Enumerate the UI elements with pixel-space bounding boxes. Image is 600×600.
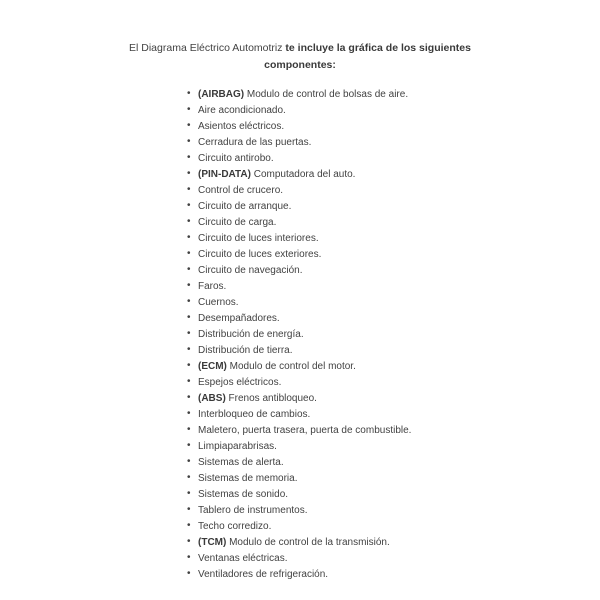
component-text: Sistemas de alerta. bbox=[198, 457, 284, 468]
component-text: Faros. bbox=[198, 281, 227, 292]
list-item bbox=[186, 551, 600, 567]
bullet-icon: • bbox=[187, 568, 191, 579]
bullet-icon: • bbox=[187, 136, 191, 147]
list-item bbox=[186, 215, 600, 231]
component-text: Sistemas de sonido. bbox=[198, 489, 289, 500]
list-item bbox=[186, 167, 600, 183]
list-item bbox=[186, 439, 600, 455]
component-text: Frenos antibloqueo. bbox=[225, 393, 317, 404]
component-code: (TCM) bbox=[198, 537, 227, 548]
component-text: Techo corredizo. bbox=[198, 521, 272, 532]
bullet-icon: • bbox=[187, 120, 191, 131]
component-text: Cerradura de las puertas. bbox=[198, 137, 312, 148]
list-item bbox=[186, 263, 600, 279]
component-code: (ABS) bbox=[198, 393, 226, 404]
list-item bbox=[186, 519, 600, 535]
bullet-icon: • bbox=[187, 216, 191, 227]
list-item bbox=[186, 151, 600, 167]
list-item bbox=[186, 103, 600, 119]
component-text: Modulo de control del motor. bbox=[226, 361, 356, 372]
list-item bbox=[186, 359, 600, 375]
list-item bbox=[186, 199, 600, 215]
bullet-icon: • bbox=[187, 440, 191, 451]
component-text: Circuito antirobo. bbox=[198, 153, 274, 164]
list-item bbox=[186, 375, 600, 391]
component-text: Asientos eléctricos. bbox=[198, 121, 285, 132]
bullet-icon: • bbox=[187, 472, 191, 483]
list-item bbox=[186, 135, 600, 151]
title-line-2: componentes: bbox=[264, 59, 336, 71]
bullet-icon: • bbox=[187, 152, 191, 163]
list-item bbox=[186, 295, 600, 311]
list-item bbox=[186, 407, 600, 423]
bullet-icon: • bbox=[187, 504, 191, 515]
title-normal-text: El Diagrama Eléctrico Automotriz bbox=[129, 42, 286, 54]
component-text: Interbloqueo de cambios. bbox=[198, 409, 311, 420]
list-item bbox=[186, 247, 600, 263]
bullet-icon: • bbox=[187, 168, 191, 179]
bullet-icon: • bbox=[187, 104, 191, 115]
component-text: Distribución de energía. bbox=[198, 329, 304, 340]
component-text: Ventanas eléctricas. bbox=[198, 553, 288, 564]
title-line-1 bbox=[0, 40, 600, 57]
bullet-icon: • bbox=[187, 200, 191, 211]
title-bold-text-1: te incluye la gráfica de los siguientes bbox=[285, 42, 471, 54]
bullet-icon: • bbox=[187, 360, 191, 371]
page-title bbox=[0, 0, 600, 74]
bullet-icon: • bbox=[187, 408, 191, 419]
bullet-icon: • bbox=[187, 424, 191, 435]
bullet-icon: • bbox=[187, 520, 191, 531]
bullet-icon: • bbox=[187, 296, 191, 307]
list-item bbox=[186, 87, 600, 103]
bullet-icon: • bbox=[187, 488, 191, 499]
list-item bbox=[186, 119, 600, 135]
list-item bbox=[186, 279, 600, 295]
component-code: (PIN-DATA) bbox=[198, 169, 251, 180]
component-text: Tablero de instrumentos. bbox=[198, 505, 308, 516]
component-text: Circuito de luces interiores. bbox=[198, 233, 319, 244]
component-text: Circuito de navegación. bbox=[198, 265, 303, 276]
list-item bbox=[186, 183, 600, 199]
components-list bbox=[186, 87, 600, 583]
bullet-icon: • bbox=[187, 248, 191, 259]
list-item bbox=[186, 535, 600, 551]
component-code: (AIRBAG) bbox=[198, 89, 245, 100]
list-item bbox=[186, 231, 600, 247]
bullet-icon: • bbox=[187, 456, 191, 467]
list-item bbox=[186, 455, 600, 471]
bullet-icon: • bbox=[187, 232, 191, 243]
list-item bbox=[186, 327, 600, 343]
list-item bbox=[186, 567, 600, 583]
list-item bbox=[186, 503, 600, 519]
component-text: Circuito de arranque. bbox=[198, 201, 292, 212]
component-text: Circuito de carga. bbox=[198, 217, 277, 228]
list-item bbox=[186, 311, 600, 327]
component-text: Espejos eléctricos. bbox=[198, 377, 282, 388]
list-item bbox=[186, 391, 600, 407]
bullet-icon: • bbox=[187, 264, 191, 275]
bullet-icon: • bbox=[187, 280, 191, 291]
bullet-icon: • bbox=[187, 392, 191, 403]
bullet-icon: • bbox=[187, 184, 191, 195]
list-item bbox=[186, 343, 600, 359]
component-text: Ventiladores de refrigeración. bbox=[198, 569, 329, 580]
bullet-icon: • bbox=[187, 88, 191, 99]
list-item bbox=[186, 423, 600, 439]
bullet-icon: • bbox=[187, 344, 191, 355]
component-text: Control de crucero. bbox=[198, 185, 284, 196]
component-text: Modulo de control de bolsas de aire. bbox=[244, 89, 409, 100]
bullet-icon: • bbox=[187, 552, 191, 563]
list-item bbox=[186, 471, 600, 487]
bullet-icon: • bbox=[187, 312, 191, 323]
bullet-icon: • bbox=[187, 328, 191, 339]
component-text: Circuito de luces exteriores. bbox=[198, 249, 322, 260]
component-text: Cuernos. bbox=[198, 297, 239, 308]
bullet-icon: • bbox=[187, 376, 191, 387]
component-text: Computadora del auto. bbox=[250, 169, 356, 180]
component-text: Maletero, puerta trasera, puerta de combustible. bbox=[198, 425, 412, 436]
component-text: Modulo de control de la transmisión. bbox=[226, 537, 390, 548]
bullet-icon: • bbox=[187, 536, 191, 547]
list-item bbox=[186, 487, 600, 503]
component-text: Aire acondicionado. bbox=[198, 105, 286, 116]
component-text: Sistemas de memoria. bbox=[198, 473, 298, 484]
component-text: Limpiaparabrisas. bbox=[198, 441, 277, 452]
component-code: (ECM) bbox=[198, 361, 227, 372]
component-text: Distribución de tierra. bbox=[198, 345, 293, 356]
component-text: Desempañadores. bbox=[198, 313, 280, 324]
